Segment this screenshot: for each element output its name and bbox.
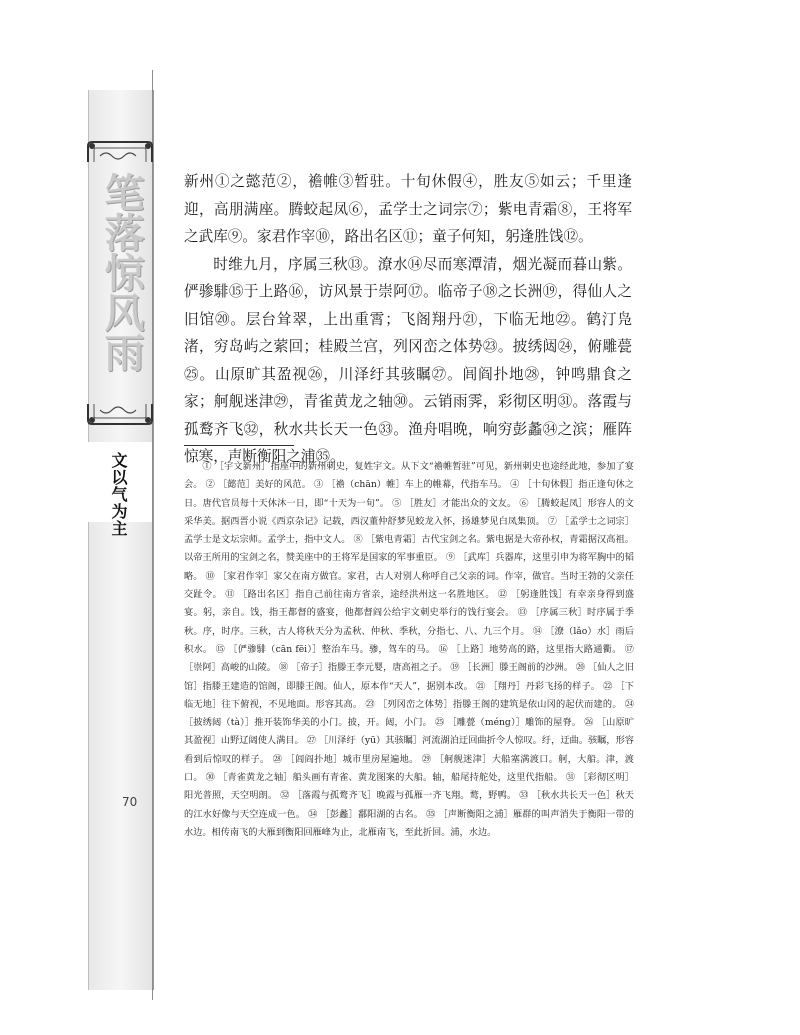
paragraph-2: 时维九月，序属三秋⑬。潦水⑭尽而寒潭清，烟光凝而暮山紫。俨骖騑⑮于上路⑯，访风景于崇阿⑰。临帝子⑱之长洲⑲，得仙人之旧馆⑳。层台耸翠，上出重霄；飞阁翔丹㉑，下临无地㉒。鹤汀凫渚，穷岛屿之萦回；桂殿兰宫，列冈峦之体势㉓。披绣闼㉔，俯雕甍㉕。山原旷其盈视㉖，川泽纡其骇瞩㉗。闾阎扑地㉘，钟鸣鼎食之家；舸舰迷津㉙，青雀黄龙之轴㉚。云销雨霁，彩彻区明㉛。落霞与孤鹜齐飞㉜，秋水共长天一色㉝。渔舟唱晚，响穷彭蠡㉞之滨；雁阵惊寒，声断衡阳之浦㉟。: [184, 255, 632, 465]
top-ornament-icon: [86, 140, 154, 164]
page-number: 70: [122, 795, 138, 809]
main-text: [184, 168, 632, 471]
middle-ornament-icon: [86, 402, 154, 426]
section-label: 文以气为主: [109, 452, 128, 537]
footnotes: [184, 458, 634, 842]
paragraph-1: 新州①之懿范②，襜帷③暂驻。十旬休假④，胜友⑤如云；千里逢迎，高朋满座。腾蛟起凤⑥，孟学士之词宗⑦；紫电青霜⑧，王将军之武库⑨。家君作宰⑩，路出名区⑪；童子何知，躬逢胜饯⑫。: [184, 173, 632, 245]
book-title: 笔落惊风雨: [98, 172, 145, 372]
footnote-text: ① ［宇文新州］指座中的新州刺史，复姓宇文。从下文“襜帷暂驻”可见，新州刺史也途经此地，参加了宴会。 ② ［懿范］美好的风范。 ③ ［襜（chān）帷］车上的帷幕，代指车马。 ④ ［十旬休假］指正逢旬休之日。唐代官员每十天休沐一日，即“十天为一旬”。 ⑤ ［胜友］才能出众的文友。 ⑥ ［腾蛟起凤］形容人的文采华美。据西晋小说《西京杂记》记载，西汉董仲舒梦见蛟龙入怀，扬雄梦见白凤集顶。 ⑦ ［孟学士之词宗］孟学士是文坛宗师。孟学士，指中文人。 ⑧ ［紫电青霜］古代宝剑之名。紫电据是大帝孙权，青霜据汉高祖。以帝王所用的宝剑之名，赞美座中的王将军是国家的军事重臣。 ⑨ ［武库］兵器库，这里引申为将军胸中的韬略。 ⑩ ［家君作宰］家父在南方做官。家君，古人对别人称呼自己父亲的词。作宰，做官。当时王勃的父亲任交趾令。 ⑪ ［路出名区］指自己前往南方省亲，途经洪州这一名胜地区。 ⑫ ［躬逢胜饯］有幸亲身得到盛宴。躬，亲自。饯，指王都督的盛宴，他都督阎公给宇文刺史举行的饯行宴会。 ⑬ ［序属三秋］时序属于季秋。序，时序。三秋，古人将秋天分为孟秋、仲秋、季秋，分指七、八、九三个月。 ⑭ ［潦（lǎo）水］雨后积水。 ⑮ ［俨骖騑（cān fēi）］整治车马。骖，驾车的马。 ⑯ ［上路］地势高的路，这里指大路通衢。 ⑰ ［崇阿］高峻的山陵。 ⑱ ［帝子］指滕王李元婴，唐高祖之子。 ⑲ ［长洲］滕王阁前的沙洲。 ⑳ ［仙人之旧馆］指滕王建造的馆阁，即滕王阁。仙人，原本作“天人”，据别本改。 ㉑ ［翔丹］丹彩飞扬的样子。 ㉒ ［下临无地］往下俯视，不见地面。形容其高。 ㉓ ［列冈峦之体势］指滕王阁的建筑是依山冈的起伏而建的。 ㉔ ［披绣闼（tà）］推开装饰华美的小门。披，开。闼，小门。 ㉕ ［雕甍（méng）］雕饰的屋脊。 ㉖ ［山原旷其盈视］山野辽阔使人满目。 ㉗ ［川泽纡（yū）其骇瞩］河流湖泊迂回曲折令人惊叹。纡，迂曲。骇瞩，形容看到后惊叹的样子。 ㉘ ［闾阎扑地］城市里房屋遍地。 ㉙ ［舸舰迷津］大船塞满渡口。舸，大船。津，渡口。 ㉚ ［青雀黄龙之轴］船头画有青雀、黄龙图案的大船。轴，船尾持舵处，这里代指船。 ㉛ ［彩彻区明］阳光普照，天空明朗。 ㉜ ［落霞与孤鹜齐飞］晚霞与孤雁一齐飞翔。鹜，野鸭。 ㉝ ［秋水共长天一色］秋天的江水好像与天空连成一色。 ㉞ ［彭蠡］鄱阳湖的古名。 ㉟ ［声断衡阳之浦］雁群的叫声消失于衡阳一带的水边。相传南飞的大雁到衡阳回雁峰为止，北雁南飞，至此折回。浦，水边。: [184, 461, 634, 838]
footnote-separator: [184, 445, 294, 446]
spine-divider: [152, 70, 153, 1000]
